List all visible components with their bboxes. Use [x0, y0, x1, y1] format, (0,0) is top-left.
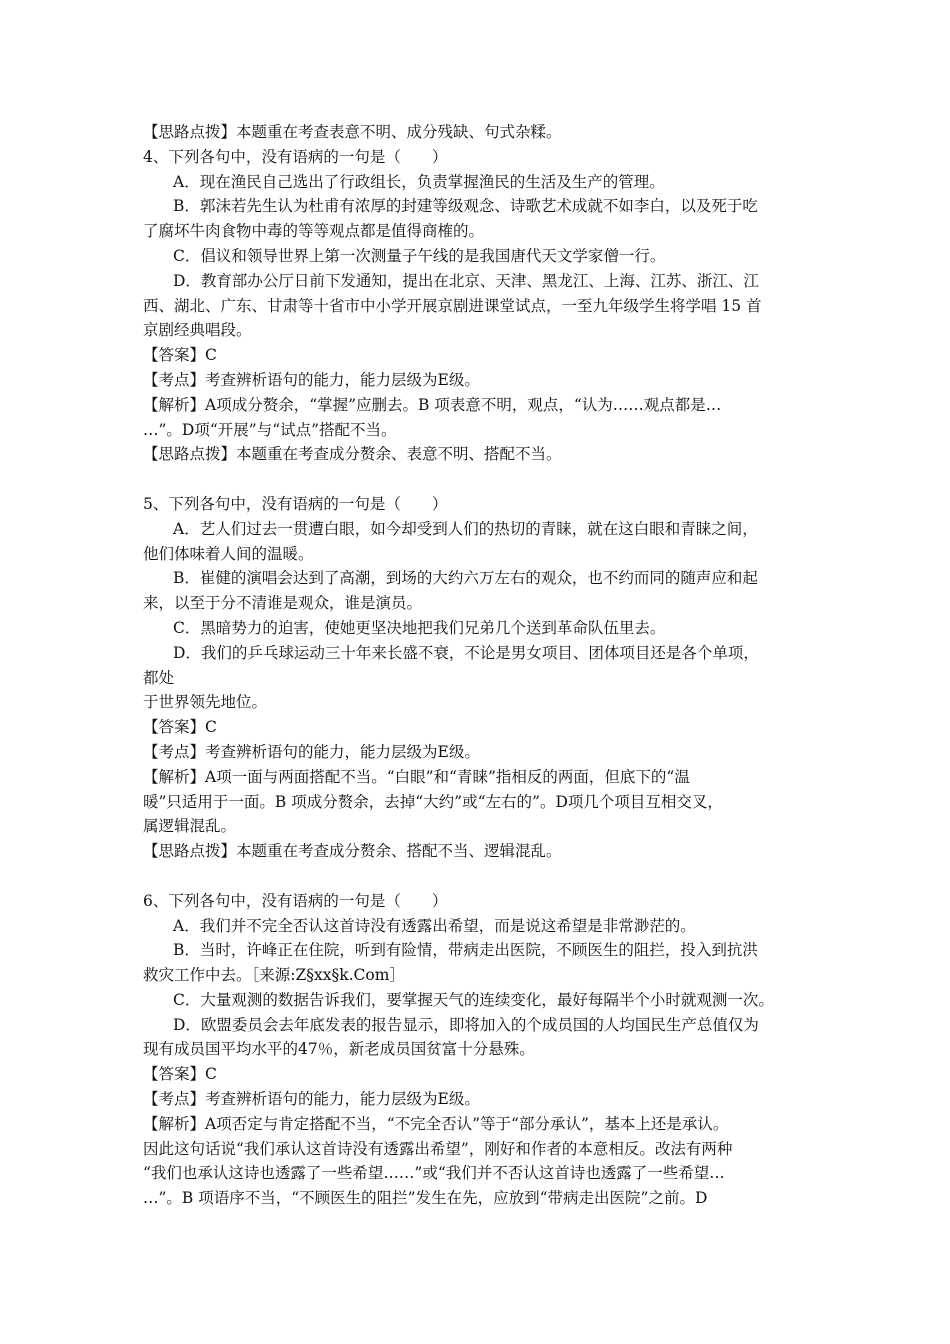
- paragraph: [143, 740, 803, 765]
- text-line: B．当时，许峰正在住院，听到有险情，带病走出医院，不顾医生的阻拦，投入到抗洪: [173, 941, 758, 960]
- text-line: 【考点】考查辨析语句的能力，能力层级为E级。: [143, 1090, 480, 1109]
- text-line: 【思路点拨】本题重在考查成分赘余、搭配不当、逻辑混乱。: [143, 842, 562, 861]
- paragraph: [143, 889, 803, 914]
- text-line: C．倡议和领导世界上第一次测量子午线的是我国唐代天文学家僧一行。: [173, 246, 666, 265]
- text-line: 因此这句话说“我们承认这首诗没有透露出希望”，刚好和作者的本意相反。改法有两种: [143, 1139, 733, 1158]
- paragraph: [143, 194, 803, 244]
- blank-line: [143, 467, 803, 492]
- text-line: 【解析】A项否定与肯定搭配不当，“不完全否认”等于“部分承认”，基本上还是承认。: [143, 1114, 729, 1133]
- text-line: 5、下列各句中，没有语病的一句是（ ）: [143, 494, 448, 513]
- document-body: [143, 120, 803, 1211]
- text-line: D．教育部办公厅日前下发通知，提出在北京、天津、黑龙江、上海、江苏、浙江、江: [173, 271, 759, 290]
- paragraph: [143, 988, 803, 1013]
- text-line: C．黑暗势力的迫害，使她更坚决地把我们兄弟几个送到革命队伍里去。: [173, 618, 666, 637]
- text-line: 【考点】考查辨析语句的能力，能力层级为E级。: [143, 742, 480, 761]
- paragraph: [143, 368, 803, 393]
- text-line: 属逻辑混乱。: [143, 817, 237, 836]
- text-line: …”。B 项语序不当，“不顾医生的阻拦”发生在先，应放到“带病走出医院”之前。D: [143, 1189, 708, 1208]
- text-line: 京剧经典唱段。: [143, 321, 252, 340]
- text-line: A．现在渔民自己选出了行政组长，负责掌握渔民的生活及生产的管理。: [173, 172, 665, 191]
- paragraph: [143, 343, 803, 368]
- text-line: D．欧盟委员会去年底发表的报告显示，即将加入的个成员国的人均国民生产总值仅为: [173, 1015, 759, 1034]
- paragraph: [143, 1087, 803, 1112]
- paragraph: [143, 1112, 803, 1211]
- text-line: 【答案】C: [143, 718, 217, 737]
- paragraph: [143, 442, 803, 467]
- paragraph: [143, 839, 803, 864]
- text-line: A．我们并不完全否认这首诗没有透露出希望，而是说这希望是非常渺茫的。: [173, 916, 696, 935]
- text-line: …”。D项“开展”与“试点”搭配不当。: [143, 420, 397, 439]
- paragraph: [143, 244, 803, 269]
- paragraph: [143, 393, 803, 443]
- paragraph: [143, 1013, 803, 1063]
- text-line: 6、下列各句中，没有语病的一句是（ ）: [143, 891, 448, 910]
- paragraph: [143, 120, 803, 145]
- paragraph: [143, 938, 803, 988]
- paragraph: [143, 517, 803, 567]
- text-line: 他们体味着人间的温暖。: [143, 544, 314, 563]
- text-line: 【解析】A项一面与两面搭配不当。“白眼”和“青睐”指相反的两面，但底下的“温: [143, 767, 690, 786]
- paragraph: [143, 145, 803, 170]
- paragraph: [143, 492, 803, 517]
- text-line: 【思路点拨】本题重在考查成分赘余、表意不明、搭配不当。: [143, 445, 562, 464]
- text-line: 【思路点拨】本题重在考查表意不明、成分残缺、句式杂糅。: [143, 123, 562, 141]
- text-line: 4、下列各句中，没有语病的一句是（ ）: [143, 147, 448, 166]
- text-line: B．郭沫若先生认为杜甫有浓厚的封建等级观念、诗歌艺术成就不如李白，以及死于吃: [173, 197, 758, 216]
- paragraph: [143, 170, 803, 195]
- text-line: C．大量观测的数据告诉我们，要掌握天气的连续变化，最好每隔半个小时就观测一次。: [173, 990, 774, 1009]
- text-line: 【解析】A项成分赘余，“掌握”应删去。B 项表意不明，观点，“认为……观点都是…: [143, 395, 722, 414]
- text-line: 【考点】考查辨析语句的能力，能力层级为E级。: [143, 370, 480, 389]
- paragraph: [143, 765, 803, 839]
- paragraph: [143, 566, 803, 616]
- text-line: 现有成员国平均水平的47％，新老成员国贫富十分悬殊。: [143, 1040, 535, 1059]
- text-line: 【答案】C: [143, 1065, 217, 1084]
- text-line: B．崔健的演唱会达到了高潮，到场的大约六万左右的观众，也不约而同的随声应和起: [173, 569, 758, 588]
- text-line: “我们也承认这诗也透露了一些希望……”或“我们并不否认这首诗也透露了一些希望…: [143, 1164, 725, 1183]
- text-line: 西、湖北、广东、甘肃等十省市中小学开展京剧进课堂试点，一至九年级学生将学唱 15 首: [143, 296, 762, 315]
- text-line: 来，以至于分不清谁是观众，谁是演员。: [143, 594, 423, 613]
- text-line: D．我们的乒乓球运动三十年来长盛不衰，不论是男女项目、团体项目还是各个单项，: [173, 643, 759, 662]
- text-line: 都处: [143, 668, 175, 687]
- text-line: A．艺人们过去一贯遭白眼，如今却受到人们的热切的青睐，就在这白眼和青睐之间，: [173, 519, 758, 538]
- text-line: 于世界领先地位。: [143, 693, 268, 712]
- text-line: 暖”只适用于一面。B 项成分赘余，去掉“大约”或“左右的”。D项几个项目互相交叉，: [143, 792, 723, 811]
- paragraph: [143, 641, 803, 715]
- text-line: 【答案】C: [143, 346, 217, 365]
- text-line: 了腐坏牛肉食物中毒的等等观点都是值得商榷的。: [143, 222, 485, 241]
- text-line: 救灾工作中去。［来源:Z§xx§k.Com］: [143, 966, 405, 985]
- paragraph: [143, 715, 803, 740]
- paragraph: [143, 616, 803, 641]
- paragraph: [143, 914, 803, 939]
- blank-line: [143, 864, 803, 889]
- paragraph: [143, 269, 803, 343]
- paragraph: [143, 1062, 803, 1087]
